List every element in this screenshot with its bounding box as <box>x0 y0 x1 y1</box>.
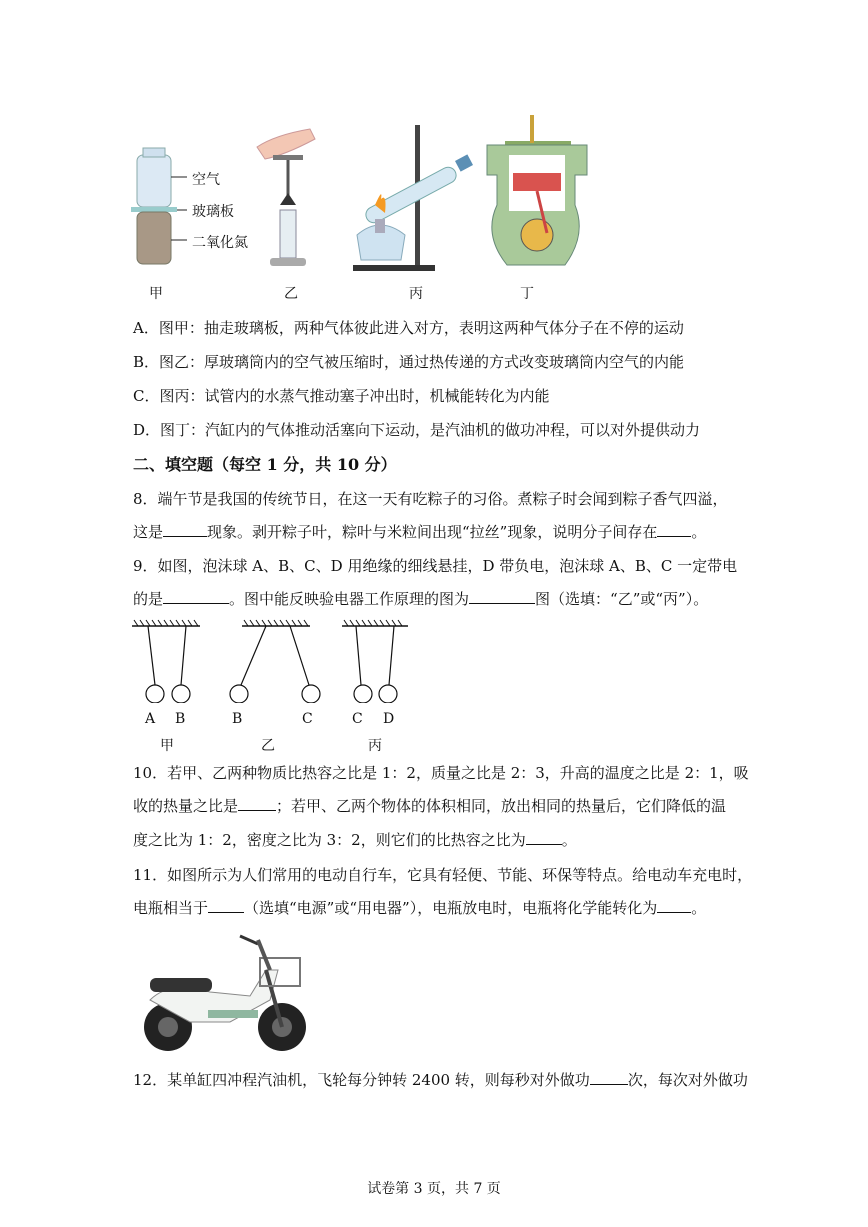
electric-bike-image <box>130 930 315 1055</box>
q7-option-b: B．图乙：厚玻璃筒内的空气被压缩时，通过热传递的方式改变玻璃筒内空气的内能 <box>133 353 685 371</box>
balls-caption-bing: 丙 <box>368 738 382 754</box>
ball-label-c2: C <box>352 711 363 727</box>
q8-blank-2[interactable] <box>657 522 691 537</box>
balls-caption-yi: 乙 <box>261 738 275 754</box>
q9-text-a: 的是 <box>133 590 164 608</box>
q10-text-b: ；若甲、乙两个物体的体积相同，放出相同的热量后，它们降低的温 <box>276 797 727 815</box>
section-title: 二、填空题（每空 1 分，共 10 分） <box>133 455 397 474</box>
q11-text-c: 。 <box>691 899 707 917</box>
q12-line1 <box>133 1070 748 1090</box>
figure-experiments <box>125 115 745 305</box>
q8-text-b: 现象。剥开粽子叶，粽叶与米粒间出现“拉丝”现象，说明分子间存在 <box>207 523 658 541</box>
q12-blank-1[interactable] <box>590 1070 628 1085</box>
ball-label-b1: B <box>175 711 186 727</box>
q12-text-b: 次，每次对外做功 <box>627 1071 748 1089</box>
q11-line1: 11．如图所示为人们常用的电动自行车，它具有轻便、节能、环保等特点。给电动车充电时， <box>133 866 753 884</box>
q9-line1: 9．如图，泡沫球 A、B、C、D 用绝缘的细线悬挂，D 带负电，泡沫球 A、B、C 一定带电 <box>133 557 738 575</box>
q11-text-a: 电瓶相当于 <box>133 899 209 917</box>
fire-syringe-icon <box>257 129 315 266</box>
q10-line2 <box>133 796 726 816</box>
q10-text-d: 。 <box>561 831 577 849</box>
label-nitrogen-dioxide: 二氧化氮 <box>192 235 248 251</box>
q7-option-c: C．图丙：试管内的水蒸气推动塞子冲出时，机械能转化为内能 <box>133 387 550 405</box>
q10-text-c: 度之比为 1：2，密度之比为 3：2，则它们的比热容之比为 <box>133 831 526 849</box>
caption-bing: 丙 <box>409 286 423 302</box>
q8-text-a: 这是 <box>133 523 164 541</box>
q11-blank-2[interactable] <box>657 898 691 913</box>
page-footer: 试卷第 3 页，共 7 页 <box>367 1181 501 1197</box>
label-glass-plate: 玻璃板 <box>192 204 234 220</box>
ball-label-c1: C <box>302 711 313 727</box>
q11-text-b: （选填“电源”或“用电器”），电瓶放电时，电瓶将化学能转化为 <box>244 899 658 917</box>
ball-label-d: D <box>383 711 395 727</box>
q10-line3 <box>133 830 577 850</box>
figure-hanging-balls <box>128 618 418 758</box>
label-air: 空气 <box>192 172 220 188</box>
q9-line2 <box>133 589 708 609</box>
q11-blank-1[interactable] <box>208 898 244 913</box>
caption-yi: 乙 <box>284 286 298 302</box>
q12-text-a: 12．某单缸四冲程汽油机，飞轮每分钟转 2400 转，则每秒对外做功 <box>133 1071 590 1089</box>
caption-ding: 丁 <box>520 286 534 302</box>
balls-caption-jia: 甲 <box>160 738 174 754</box>
ball-label-b2: B <box>232 711 243 727</box>
q10-blank-2[interactable] <box>526 830 562 845</box>
ball-label-a: A <box>145 711 156 727</box>
electric-bike-icon <box>130 930 315 1055</box>
q7-option-a: A．图甲：抽走玻璃板，两种气体彼此进入对方，表明这两种气体分子在不停的运动 <box>133 319 684 337</box>
q9-text-c: 图（选填：“乙”或“丙”）。 <box>535 590 709 608</box>
q9-blank-1[interactable] <box>163 589 229 604</box>
q10-blank-1[interactable] <box>238 796 276 811</box>
q10-text-a: 收的热量之比是 <box>133 797 239 815</box>
hanging-balls-diagram <box>128 618 418 703</box>
q8-line1: 8．端午节是我国的传统节日，在这一天有吃粽子的习俗。煮粽子时会闻到粽子香气四溢， <box>133 490 728 508</box>
engine-cylinder-icon <box>487 115 587 265</box>
q9-text-b: 。图中能反映验电器工作原理的图为 <box>229 590 470 608</box>
q8-line2 <box>133 522 706 542</box>
q8-blank-1[interactable] <box>163 522 207 537</box>
q8-text-c: 。 <box>691 523 707 541</box>
caption-jia: 甲 <box>149 286 163 302</box>
q11-line2 <box>133 898 706 918</box>
q9-blank-2[interactable] <box>469 589 535 604</box>
gas-jars-icon <box>131 148 187 264</box>
q7-option-d: D．图丁：汽缸内的气体推动活塞向下运动，是汽油机的做功冲程，可以对外提供动力 <box>133 421 701 439</box>
test-tube-burner-icon <box>353 125 473 271</box>
q10-line1: 10．若甲、乙两种物质比热容之比是 1：2，质量之比是 2：3，升高的温度之比是 2：1，吸 <box>133 764 749 782</box>
